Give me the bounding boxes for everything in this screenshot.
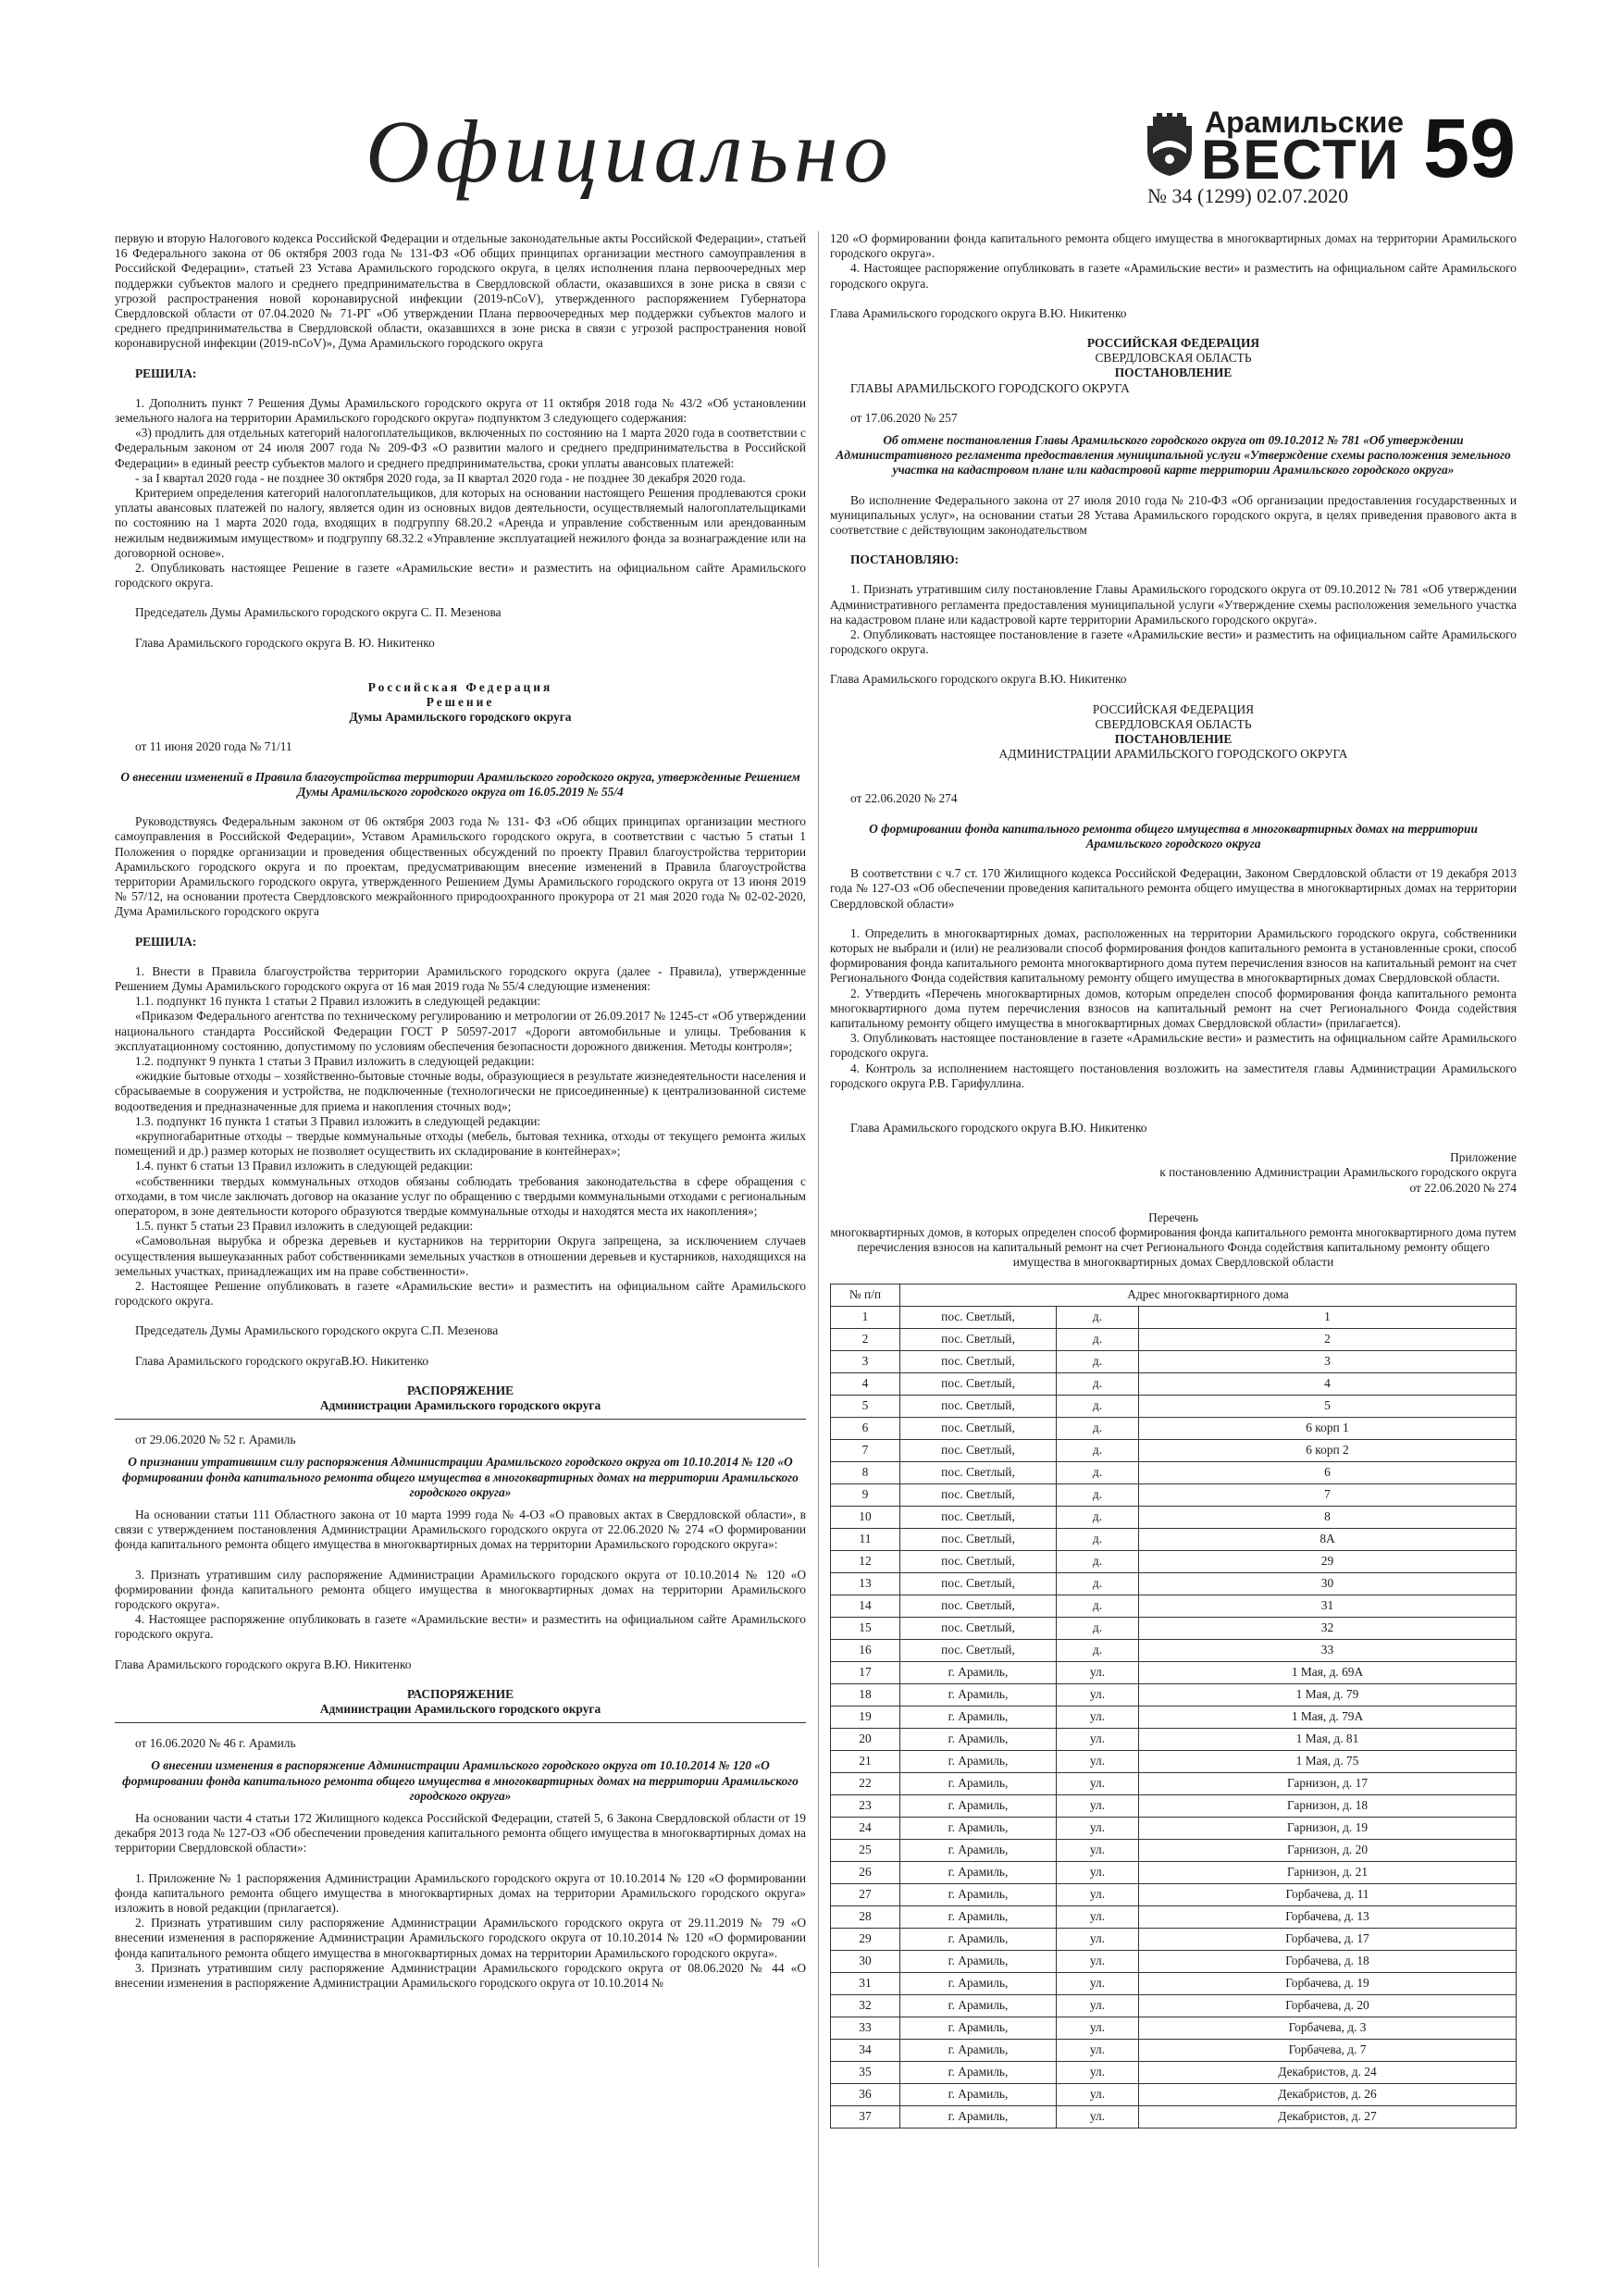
separator [115,1722,806,1723]
paragraph: 1. Признать утратившим силу постановление Главы Арамильского городского округа от 09.10.2012 № 781 «Об утверждении Административного регламента предоставления муниципальной услуги «Утверждение схемы расположения земельного участка на кадастровом плане или кадастровой карте территории Арамильского городского округа». [830,582,1517,627]
section-title: Официально [365,102,894,201]
street-type: ул. [1057,1661,1139,1683]
address: 1 Мая, д. 81 [1139,1728,1517,1750]
address: 6 корп 2 [1139,1439,1517,1461]
list-title: Перечень [1148,1210,1198,1224]
settlement: пос. Светлый, [900,1461,1057,1483]
paragraph: 2. Опубликовать настоящее постановление в газете «Арамильские вести» и разместить на официальном сайте Арамильского городского округа. [830,627,1517,657]
paragraph: - за I квартал 2020 года - не позднее 30 октября 2020 года, за II квартал 2020 года - не позднее 30 декабря 2020 года. [135,470,746,485]
doc-heading: ГЛАВЫ АРАМИЛЬСКОГО ГОРОДСКОГО ОКРУГА [850,380,1130,395]
doc-date: от 16.06.2020 № 46 г. Арамиль [135,1736,296,1751]
address: Горбачева, д. 19 [1139,1972,1517,1994]
street-type: ул. [1057,1706,1139,1728]
row-number: 21 [831,1750,900,1772]
paragraph: Во исполнение Федерального закона от 27 июля 2010 года № 210-ФЗ «Об организации предоставления государственных и муниципальных услуг», на основании статьи 28 Устава Арамильского городского округа, в целях приведения правового акта в соответствие с действующим законодательством [830,492,1517,538]
doc-title: О формировании фонда капитального ремонта общего имущества в многоквартирных домах на территории Арамильского городского округа [869,821,1478,850]
table-row [831,1572,1517,1595]
doc-heading: СВЕРДЛОВСКАЯ ОБЛАСТЬ [1095,351,1252,366]
table-row [831,1372,1517,1395]
table-row [831,1794,1517,1817]
address: Горбачева, д. 11 [1139,1883,1517,1905]
doc-heading: РАСПОРЯЖЕНИЕ [406,1383,514,1397]
doc-heading: Думы Арамильского городского округа [349,710,572,725]
table-row [831,1750,1517,1772]
street-type: д. [1057,1372,1139,1395]
address: 2 [1139,1328,1517,1350]
doc-heading: РОССИЙСКАЯ ФЕДЕРАЦИЯ [1092,701,1255,716]
row-number: 32 [831,1994,900,2017]
table-row [831,1839,1517,1861]
street-type: ул. [1057,1817,1139,1839]
logo-top-text: Арамильские [1205,105,1405,139]
street-type: ул. [1057,1683,1139,1706]
resolution-heading: РЕШИЛА: [135,934,197,949]
street-type: д. [1057,1439,1139,1461]
row-number: 16 [831,1639,900,1661]
settlement: г. Арамиль, [900,1883,1057,1905]
street-type: ул. [1057,2105,1139,2128]
resolution-heading: РЕШИЛА: [135,366,197,380]
paragraph: 1.4. пункт 6 статьи 13 Правил изложить в следующей редакции: [135,1159,474,1173]
settlement: пос. Светлый, [900,1372,1057,1395]
paragraph: 3. Признать утратившим силу распоряжение Администрации Арамильского городского округа от 08.06.2020 № 44 «О внесении изменения в распоряжение Администрации Арамильского городского округа от 10.10.2014 № [115,1960,806,1991]
address: Гарнизон, д. 19 [1139,1817,1517,1839]
address: 6 корп 1 [1139,1417,1517,1439]
table-row [831,1439,1517,1461]
separator [115,1419,806,1420]
row-number: 8 [831,1461,900,1483]
paragraph: «Приказом Федерального агентства по техническому регулированию и метрологии от 26.09.2017 № 1245-ст «Об утверждении национального стандарта Российской Федерации ГОСТ Р 50597-2017 «Дороги автомобильные и улицы. Требования к эксплуатационному состоянию, допустимому по условиям обеспечения безопасности дорожного движения. Методы контроля»; [115,1009,806,1053]
table-row [831,1550,1517,1572]
address: 1 [1139,1306,1517,1328]
address: Горбачева, д. 3 [1139,2017,1517,2039]
settlement: пос. Светлый, [900,1506,1057,1528]
table-header-number: № п/п [831,1284,900,1306]
row-number: 28 [831,1905,900,1928]
table-row [831,1861,1517,1883]
address: Гарнизон, д. 21 [1139,1861,1517,1883]
street-type: ул. [1057,1994,1139,2017]
doc-date: от 22.06.2020 № 274 [850,791,958,806]
table-row [831,1683,1517,1706]
paragraph: 120 «О формировании фонда капитального ремонта общего имущества в многоквартирных домах на территории Арамильского городского округа». [830,231,1517,261]
paragraph: «Самовольная вырубка и обрезка деревьев и кустарников на территории Округа запрещена, за исключением случаев осуществления вышеуказанных работ собственниками земельных участков в отношении деревьев и кустарников, находящихся на земельных участках, принадлежащих им на праве собственности». [115,1234,806,1278]
street-type: ул. [1057,2039,1139,2061]
doc-heading: РАСПОРЯЖЕНИЕ [406,1686,514,1701]
settlement: пос. Светлый, [900,1306,1057,1328]
settlement: пос. Светлый, [900,1350,1057,1372]
table-row [831,1928,1517,1950]
settlement: г. Арамиль, [900,1861,1057,1883]
settlement: г. Арамиль, [900,1728,1057,1750]
paragraph: 2. Утвердить «Перечень многоквартирных домов, которым определен способ формирования фонда капитального ремонта многоквартирного дома путем перечисления взносов на капитальный ремонт на счет Регионального Фонда содействия капитальному ремонту общего имущества в многоквартирных домах Свердловской области» (прилагается). [830,986,1517,1030]
address: Декабристов, д. 27 [1139,2105,1517,2128]
paragraph: На основании части 4 статьи 172 Жилищного кодекса Российской Федерации, статей 5, 6 Закона Свердловской области от 19 декабря 2013 года № 127-ОЗ «Об обеспечении проведения капитального ремонта общего имущества в многоквартирных домах на территории Свердловской области»: [115,1811,806,1855]
address: 6 [1139,1461,1517,1483]
paragraph: 2. Признать утратившим силу распоряжение Администрации Арамильского городского округа от 29.11.2019 № 79 «О внесении изменения в распоряжение Администрации Арамильского городского округа от 10.10.2014 № 120 «О формировании фонда капитального ремонта общего имущества в многоквартирных домах на территории Арамильского городского округа». [115,1916,806,1960]
settlement: г. Арамиль, [900,1972,1057,1994]
signature: Глава Арамильского городского округа В.Ю. Никитенко [830,672,1127,687]
row-number: 11 [831,1528,900,1550]
street-type: ул. [1057,1794,1139,1817]
street-type: ул. [1057,1839,1139,1861]
street-type: д. [1057,1528,1139,1550]
paragraph: На основании статьи 111 Областного закона от 10 марта 1999 года № 4-ОЗ «О правовых актах в Свердловской области», в связи с утверждением постановления Администрации Арамильского городского округа от 22.06.2020 № 274 «О формировании фонда капитального ремонта общего имущества в многоквартирных домах на территории Арамильского городского округа»: [115,1508,806,1552]
settlement: пос. Светлый, [900,1617,1057,1639]
doc-date: от 29.06.2020 № 52 г. Арамиль [135,1433,296,1447]
settlement: пос. Светлый, [900,1483,1057,1506]
street-type: д. [1057,1639,1139,1661]
settlement: пос. Светлый, [900,1572,1057,1595]
paragraph: 1. Приложение № 1 распоряжения Администрации Арамильского городского округа от 10.10.2014 № 120 «О формировании фонда капитального ремонта общего имущества в многоквартирных домах на территории Арамильского городского округа» изложить в новой редакции (прилагается). [115,1870,806,1916]
settlement: г. Арамиль, [900,1683,1057,1706]
newspaper-logo [1144,104,1405,191]
settlement: г. Арамиль, [900,1706,1057,1728]
address: 8 [1139,1506,1517,1528]
appendix-label: от 22.06.2020 № 274 [1409,1180,1517,1195]
table-row [831,1728,1517,1750]
address: 1 Мая, д. 69А [1139,1661,1517,1683]
signature: Председатель Думы Арамильского городского округа С.П. Мезенова [135,1323,499,1338]
signature: Глава Арамильского городского округа В. Ю. Никитенко [135,635,435,650]
street-type: ул. [1057,2061,1139,2083]
table-row [831,1328,1517,1350]
address: 31 [1139,1595,1517,1617]
settlement: г. Арамиль, [900,2061,1057,2083]
table-row [831,2105,1517,2128]
doc-heading: СВЕРДЛОВСКАЯ ОБЛАСТЬ [1095,716,1252,731]
paragraph: 3. Признать утратившим силу распоряжение Администрации Арамильского городского округа от 10.10.2014 № 120 «О формировании фонда капитального ремонта общего имущества в многоквартирных домах на территории Арамильского городского округа». [115,1567,806,1612]
row-number: 37 [831,2105,900,2128]
signature: Глава Арамильского городского округа В.Ю. Никитенко [850,1120,1147,1135]
settlement: пос. Светлый, [900,1528,1057,1550]
doc-heading: Администрации Арамильского городского округа [319,1702,601,1717]
address: 7 [1139,1483,1517,1506]
settlement: г. Арамиль, [900,2083,1057,2105]
street-type: ул. [1057,1972,1139,1994]
paragraph: 4. Настоящее распоряжение опубликовать в газете «Арамильские вести» и разместить на официальном сайте Арамильского городского округа. [830,261,1517,291]
row-number: 4 [831,1372,900,1395]
doc-title: О внесении изменения в распоряжение Администрации Арамильского городского округа от 10.10.2014 № 120 «О формировании фонда капитального ремонта общего имущества в многоквартирных домах на территории Арамильского городского округа» [122,1758,799,1803]
address: 8А [1139,1528,1517,1550]
paragraph: 2. Опубликовать настоящее Решение в газете «Арамильские вести» и разместить на официальном сайте Арамильского городского округа. [115,561,806,590]
address: Горбачева, д. 18 [1139,1950,1517,1972]
doc-heading: ПОСТАНОВЛЕНИЕ [1114,366,1233,380]
street-type: д. [1057,1328,1139,1350]
row-number: 3 [831,1350,900,1372]
table-header-address: Адрес многоквартирного дома [900,1284,1517,1306]
address: Гарнизон, д. 18 [1139,1794,1517,1817]
table-row [831,1306,1517,1328]
address: Горбачева, д. 13 [1139,1905,1517,1928]
row-number: 1 [831,1306,900,1328]
street-type: ул. [1057,1883,1139,1905]
table-row [831,1817,1517,1839]
street-type: д. [1057,1550,1139,1572]
paragraph: Руководствуясь Федеральным законом от 06 октября 2003 года № 131- ФЗ «Об общих принципах организации местного самоуправления в Российской Федерации», Уставом Арамильского городского округа, в соответствии с частью 5 статьи 1 Положения о порядке организации и проведения общественных обсуждений по проекту Правил благоустройства территории Арамильского городского округа и по проектам, предусматривающим внесение изменений в Правила благоустройства территории Арамильского городского округа, утвержденного Решением Думы Арамильского городского округа от 13 июня 2019 № 57/12, на основании протеста Свердловского межрайонного природоохранного прокурора от 21 мая 2020 года № 02-02-2020, Дума Арамильского городского округа [115,814,806,919]
settlement: г. Арамиль, [900,1817,1057,1839]
street-type: ул. [1057,1772,1139,1794]
settlement: г. Арамиль, [900,1794,1057,1817]
doc-heading: Российская Федерация [367,679,553,694]
paragraph: 1.2. подпункт 9 пункта 1 статьи 3 Правил изложить в следующей редакции: [135,1053,535,1068]
street-type: д. [1057,1617,1139,1639]
settlement: г. Арамиль, [900,1661,1057,1683]
street-type: д. [1057,1306,1139,1328]
address: 5 [1139,1395,1517,1417]
doc-date: от 17.06.2020 № 257 [850,410,958,425]
table-row [831,1617,1517,1639]
row-number: 30 [831,1950,900,1972]
issue-info: № 34 (1299) 02.07.2020 [1147,184,1349,207]
settlement: г. Арамиль, [900,1994,1057,2017]
right-column [830,231,1517,2128]
row-number: 36 [831,2083,900,2105]
paragraph: 2. Настоящее Решение опубликовать в газете «Арамильские вести» и разместить на официальном сайте Арамильского городского округа. [115,1278,806,1309]
row-number: 19 [831,1706,900,1728]
settlement: г. Арамиль, [900,1772,1057,1794]
paragraph: 1. Определить в многоквартирных домах, расположенных на территории Арамильского городского округа, собственники которых не выбрали и (или) не реализовали способ формирования фондов капитального ремонта в установленные сроки, способ формирования фонда капитального ремонта многоквартирного дома путем перечисления взносов на капитальный ремонт на счет Регионального Фонда содействия капитальному ремонту общего имущества в многоквартирных домах Свердловской области. [830,925,1517,986]
table-row [831,1706,1517,1728]
appendix-label: к постановлению Администрации Арамильского городского округа [1159,1165,1517,1180]
table-row [831,1350,1517,1372]
street-type: д. [1057,1595,1139,1617]
table-row [831,1883,1517,1905]
table-row [831,2017,1517,2039]
signature: Глава Арамильского городского округа В.Ю. Никитенко [115,1657,412,1671]
row-number: 15 [831,1617,900,1639]
address-table [830,1284,1517,2128]
settlement: г. Арамиль, [900,2039,1057,2061]
left-column [115,231,806,1991]
address: Гарнизон, д. 17 [1139,1772,1517,1794]
street-type: ул. [1057,1950,1139,1972]
doc-heading: Администрации Арамильского городского округа [319,1398,601,1412]
doc-heading: АДМИНИСТРАЦИИ АРАМИЛЬСКОГО ГОРОДСКОГО ОКРУГА [998,747,1348,762]
settlement: пос. Светлый, [900,1328,1057,1350]
address: Гарнизон, д. 20 [1139,1839,1517,1861]
row-number: 29 [831,1928,900,1950]
settlement: г. Арамиль, [900,2105,1057,2128]
doc-title: О признании утратившим силу распоряжения Администрации Арамильского городского округа от 10.10.2014 № 120 «О формировании фонда капитального ремонта общего имущества в многоквартирных домах на территории Арамильского городского округа» [122,1455,799,1499]
table-row [831,1905,1517,1928]
row-number: 25 [831,1839,900,1861]
address: 29 [1139,1550,1517,1572]
row-number: 24 [831,1817,900,1839]
row-number: 33 [831,2017,900,2039]
table-row [831,1994,1517,2017]
logo-main-text: ВЕСТИ [1201,129,1400,191]
doc-date: от 11 июня 2020 года № 71/11 [135,739,292,754]
row-number: 12 [831,1550,900,1572]
settlement: пос. Светлый, [900,1439,1057,1461]
street-type: д. [1057,1461,1139,1483]
doc-title: Об отмене постановления Главы Арамильского городского округа от 09.10.2012 № 781 «Об утверждении Административного регламента предоставления муниципальной услуги «Утверждение схемы расположения земельного участка на кадастровом плане или кадастровой карте территории Арамильского городского округа» [836,433,1511,478]
address: Горбачева, д. 20 [1139,1994,1517,2017]
address: Декабристов, д. 26 [1139,2083,1517,2105]
address: 4 [1139,1372,1517,1395]
row-number: 26 [831,1861,900,1883]
street-type: ул. [1057,1928,1139,1950]
table-row [831,1595,1517,1617]
table-row [831,1661,1517,1683]
table-row [831,1639,1517,1661]
street-type: ул. [1057,1728,1139,1750]
paragraph: «собственники твердых коммунальных отходов обязаны соблюдать требования законодательства в сфере обращения с отходами, в том числе заключать договор на оказание услуг по обращению с твердыми коммунальными отходами с региональным оператором, в зоне деятельности которого образуются твердые коммунальные отходы и находятся места их накопления»; [115,1173,806,1218]
settlement: пос. Светлый, [900,1639,1057,1661]
row-number: 18 [831,1683,900,1706]
street-type: ул. [1057,1750,1139,1772]
address: 32 [1139,1617,1517,1639]
resolution-heading: ПОСТАНОВЛЯЮ: [850,552,960,567]
address: 33 [1139,1639,1517,1661]
paragraph: «жидкие бытовые отходы – хозяйственно-бытовые сточные воды, образующиеся в результате жизнедеятельности населения и сбрасываемые в сооружения и устройства, не подключенные (технологически не присоединенные) к централизованной системе водоотведения и предназначенные для приема и накопления сточных вод»; [115,1069,806,1113]
table-header-row [831,1284,1517,1306]
settlement: г. Арамиль, [900,1950,1057,1972]
row-number: 9 [831,1483,900,1506]
table-row [831,2083,1517,2105]
settlement: г. Арамиль, [900,1839,1057,1861]
row-number: 17 [831,1661,900,1683]
signature: Глава Арамильского городского округаВ.Ю. Никитенко [135,1353,429,1368]
address: 1 Мая, д. 79 [1139,1683,1517,1706]
settlement: пос. Светлый, [900,1595,1057,1617]
row-number: 13 [831,1572,900,1595]
list-subtitle: многоквартирных домов, в которых определен способ формирования фонда капитального ремонта многоквартирного дома путем перечисления взносов на капитальный ремонт на счет Регионального Фонда содействия капитальному ремонту общего имущества в многоквартирных домах Свердловской области [830,1224,1517,1270]
settlement: пос. Светлый, [900,1395,1057,1417]
paragraph: 4. Настоящее распоряжение опубликовать в газете «Арамильские вести» и разместить на официальном сайте Арамильского городского округа. [115,1612,806,1642]
paragraph: «3) продлить для отдельных категорий налогоплательщиков, включенных по состоянию на 1 марта 2020 года в соответствии с Федеральным законом от 24 июля 2007 года № 209-ФЗ «О развитии малого и среднего предпринимательства в Российской Федерации» в единый реестр субъектов малого и среднего предпринимательства, сроки уплаты авансовых платежей: [115,426,806,470]
row-number: 2 [831,1328,900,1350]
row-number: 5 [831,1395,900,1417]
settlement: пос. Светлый, [900,1417,1057,1439]
paragraph: 1.5. пункт 5 статьи 23 Правил изложить в следующей редакции: [135,1219,474,1234]
row-number: 20 [831,1728,900,1750]
signature: Глава Арамильского городского округа В.Ю. Никитенко [830,305,1127,320]
row-number: 31 [831,1972,900,1994]
intro-paragraph: первую и вторую Налогового кодекса Российской Федерации и отдельные законодательные акты Российской Федерации», статьей 16 Федерального закона от 06 октября 2003 года № 131-ФЗ «Об общих принципах организации местного самоуправления в Российской Федерации», статьей 23 Устава Арамильского городского округа, в целях исполнения плана первоочередных мер поддержки субъектов малого и среднего предпринимательства в Свердловской области, оказавшихся в зоне риска в связи с угрозой распространения новой коронавирусной инфекции (2019-nCoV), утвержденного распоряжением Губернатора Свердловской области от 07.04.2020 № 71-РГ «Об утверждении Плана первоочередных мер поддержки субъектов малого и среднего предпринимательства в Свердловской области, оказавшихся в зоне риска в связи с угрозой распространения новой коронавирусной инфекции (2019-nCoV)», Дума Арамильского городского округа [115,231,806,351]
address: 1 Мая, д. 79А [1139,1706,1517,1728]
row-number: 10 [831,1506,900,1528]
paragraph: «крупногабаритные отходы – твердые коммунальные отходы (мебель, бытовая техника, отходы от текущего ремонта жилых помещений и др.) размер которых не позволяет осуществить их складирование в контейнерах»; [115,1128,806,1159]
settlement: пос. Светлый, [900,1550,1057,1572]
paragraph: 4. Контроль за исполнением настоящего постановления возложить на заместителя главы Администрации Арамильского городского округа Р.В. Гарифуллина. [830,1061,1517,1090]
doc-title: О внесении изменений в Правила благоустройства территории Арамильского городского округа, утвержденные Решением Думы Арамильского городского округа от 16.05.2019 № 55/4 [120,769,800,799]
settlement: г. Арамиль, [900,1905,1057,1928]
street-type: ул. [1057,2083,1139,2105]
street-type: д. [1057,1572,1139,1595]
signature: Председатель Думы Арамильского городского округа С. П. Мезенова [135,605,502,620]
table-row [831,1528,1517,1550]
table-row [831,1417,1517,1439]
street-type: д. [1057,1506,1139,1528]
street-type: ул. [1057,2017,1139,2039]
row-number: 22 [831,1772,900,1794]
paragraph: 3. Опубликовать настоящее постановление в газете «Арамильские вести» и разместить на официальном сайте Арамильского городского округа. [830,1031,1517,1061]
table-row [831,1506,1517,1528]
doc-heading: ПОСТАНОВЛЕНИЕ [1114,732,1233,747]
paragraph: 1. Внести в Правила благоустройства территории Арамильского городского округа (далее - Правила), утвержденные Решением Думы Арамильского городского округа от 16 мая 2019 года № 55/4 следующие изменения: [115,963,806,993]
address: Горбачева, д. 7 [1139,2039,1517,2061]
table-row [831,1483,1517,1506]
row-number: 34 [831,2039,900,2061]
table-row [831,1461,1517,1483]
paragraph: 1.1. подпункт 16 пункта 1 статьи 2 Правил изложить в следующей редакции: [135,994,541,1009]
table-row [831,1950,1517,1972]
table-row [831,2039,1517,2061]
row-number: 35 [831,2061,900,2083]
address: 3 [1139,1350,1517,1372]
address: Декабристов, д. 24 [1139,2061,1517,2083]
column-divider [818,231,819,2267]
doc-heading: Решение [426,695,495,710]
paragraph: 1.3. подпункт 16 пункта 1 статьи 3 Правил изложить в следующей редакции: [135,1113,541,1128]
paragraph: В соответствии с ч.7 ст. 170 Жилищного кодекса Российской Федерации, Законом Свердловской области от 19 декабря 2013 года № 127-ОЗ «Об обеспечении проведения капитального ремонта общего имущества в многоквартирных домах на территории Свердловской области» [830,866,1517,911]
paragraph: 1. Дополнить пункт 7 Решения Думы Арамильского городского округа от 11 октября 2018 года № 43/2 «Об установлении земельного налога на территории Арамильского городского округа» подпунктом 3 следующего содержания: [115,395,806,426]
street-type: д. [1057,1395,1139,1417]
table-row [831,1395,1517,1417]
settlement: г. Арамиль, [900,1928,1057,1950]
settlement: г. Арамиль, [900,2017,1057,2039]
address: Горбачева, д. 17 [1139,1928,1517,1950]
row-number: 27 [831,1883,900,1905]
row-number: 23 [831,1794,900,1817]
appendix-label: Приложение [1450,1150,1517,1165]
row-number: 6 [831,1417,900,1439]
page-number: 59 [1423,103,1517,195]
table-row [831,1972,1517,1994]
coat-of-arms-icon [1144,113,1196,178]
paragraph: Критерием определения категорий налогоплательщиков, для которых на основании настоящего Решения продлеваются сроки уплаты авансовых платежей по налогу, является один из основных видов деятельности, осуществляемый налогоплательщиками по состоянию на 1 марта 2020 года, входящих в подгруппу 68.20.2 «Аренда и управление собственным или арендованным нежилым недвижимым имуществом» и подгруппу 68.32.2 «Управление эксплуатацией нежилого фонда за вознаграждение или на договорной основе». [115,486,806,560]
street-type: д. [1057,1483,1139,1506]
street-type: д. [1057,1417,1139,1439]
street-type: ул. [1057,1905,1139,1928]
table-row [831,1772,1517,1794]
row-number: 7 [831,1439,900,1461]
address: 1 Мая, д. 75 [1139,1750,1517,1772]
settlement: г. Арамиль, [900,1750,1057,1772]
street-type: д. [1057,1350,1139,1372]
doc-heading: РОССИЙСКАЯ ФЕДЕРАЦИЯ [1086,336,1260,351]
street-type: ул. [1057,1861,1139,1883]
row-number: 14 [831,1595,900,1617]
address: 30 [1139,1572,1517,1595]
table-row [831,2061,1517,2083]
